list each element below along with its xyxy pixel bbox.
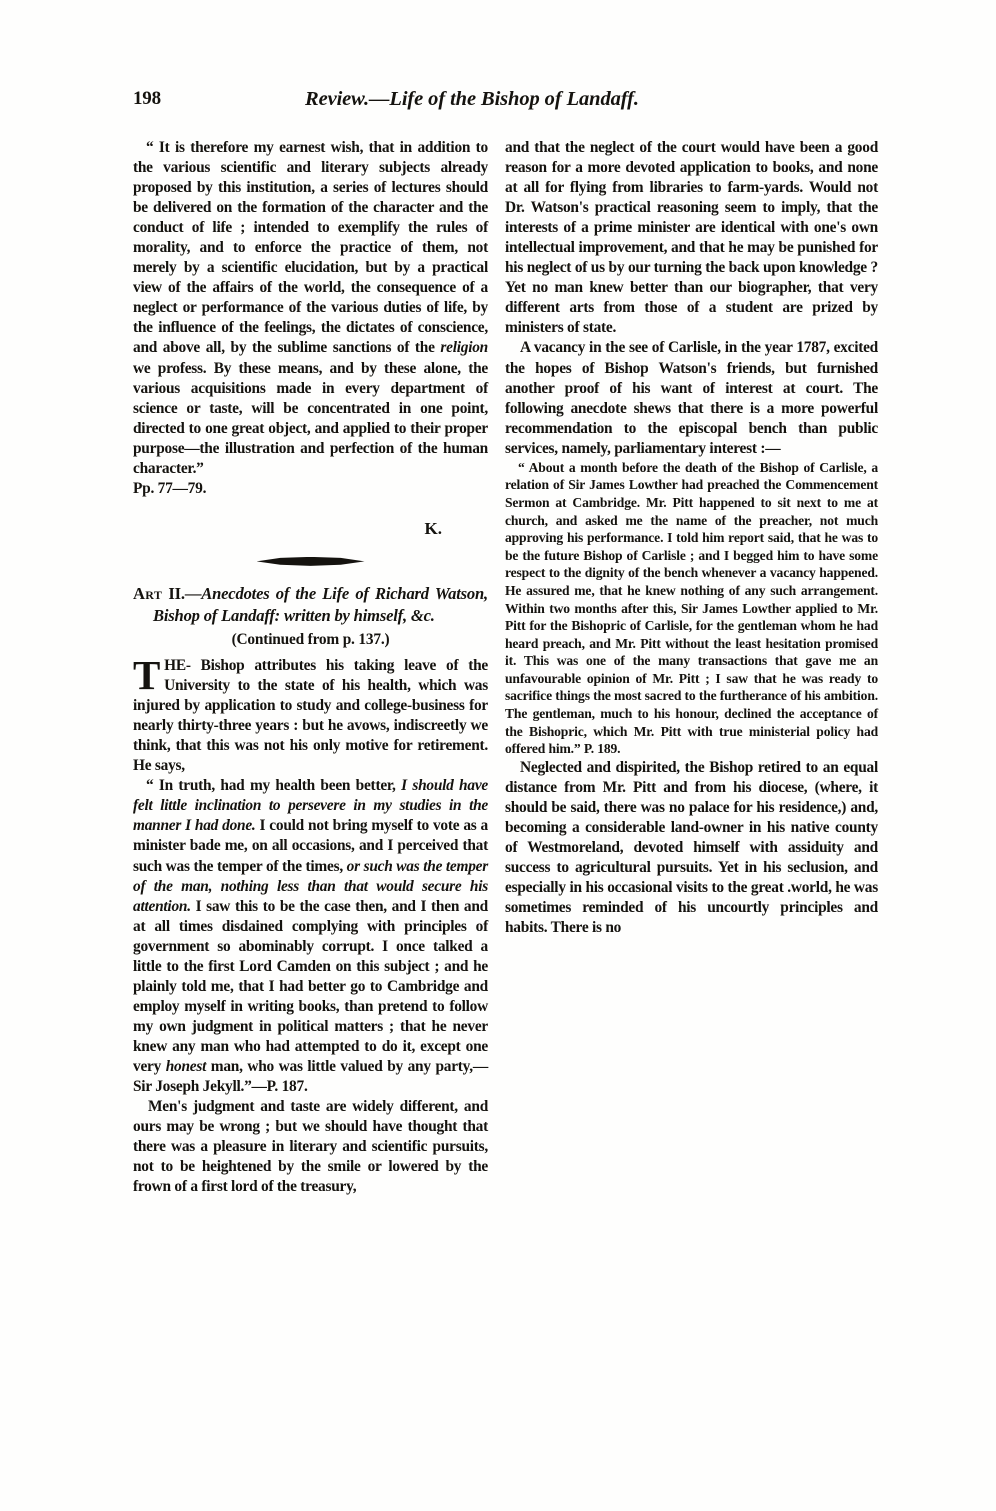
page-reference: Pp. 77—79. [133,479,207,497]
article-number: II.— [168,583,202,603]
right-closing-paragraph: Neglected and dispirited, the Bishop retired to an equal distance from Mr. Pitt and from his diocese, (where, it should be said, there was no palace for his residence,) and, becoming a considerable land-owner in his native county of Westmoreland, devoted himself with assiduity and success to agricultural pursuits. Yet in his seclusion, and especially in his occasional visits to the great .world, he was sometimes reminded of his uncourtly principles and habits. There is no [505,758,878,937]
article-title: Anecdotes of the Life of Richard Watson, Bishop of Landaff: written by himself, &c. [153,583,488,626]
vacancy-paragraph: A vacancy in the see of Carlisle, in the year 1787, excited the hopes of Bishop Watson's friends, but furnished another proof of his want of interest at court. The following anecdote shews that there is a more powerful recommendation to the episcopal bench than public services, namely, parliamentary interest :— [505,339,878,457]
watson-quote-part-1: “ In truth, had my health been better, [146,777,402,795]
article-heading [133,583,488,628]
opening-quote-italic-religion: religion [440,339,488,357]
watson-quote-part-3: I saw this to be the case then, and I then and at all times disdained complying with principles of government so abominably corrupt. I once talked a little to the first Lord Camden on this subject ; and he plainly told me, that I had better go to Cambridge and employ myself in writing books, than pretend to follow my own judgment in political matters ; that he never knew any man who had attempted to do it, except one very [133,897,488,1075]
diamond-lens-ornament-icon [257,557,365,566]
continued-from-note: (Continued from p. 137.) [231,631,390,649]
watson-quote-italic-2: or such was the temper of the man, nothing less than that would secure his attention. [133,857,488,915]
running-head [133,88,878,114]
opening-quote-part-1: “ It is therefore my earnest wish, that in addition to the various scientific and literary subjects already proposed by this institution, a series of lectures should be delivered on the formation of the character and the conduct of life ; intended to exemplify the rules of morality, and to enforce the practice of them, not merely by a scientific elucidation, but by a practical view of the affairs of the world, the consequence of a neglect or performance of the various duties of life, by the influence of the feelings, the dictates of conscience, and above all, by the sublime sanctions of the [133,139,488,357]
watson-quotation-paragraph [133,776,488,1097]
watson-quote-part-2: I could not bring myself to vote as a minister bade me, on all occasions, and I perceived that such was the temper of the times, [133,817,488,875]
article-label: Art [133,583,163,603]
intro-paragraph: THE- Bishop attributes his taking leave of the University to the state of his health, which was injured by application to study and college-business for nearly thirty-three years : but he avows, indiscreetly we think, that this was not his only motive for retirement. He says, [133,652,488,775]
page-folio-number: 198 [133,88,161,109]
right-column [505,138,878,938]
left-column [133,138,488,1197]
running-head-title: Review.—Life of the Bishop of Landaff. [305,88,639,110]
opening-quote-part-2: we profess. By these means, and by these alone, the various acquisitions made in every department of science or taste, will be concentrated in one point, directed to one great object, and applied to their proper purpose—the illustration and perfection of the human character.” [133,359,488,477]
watson-quote-part-4: man, who was little valued by any party,—Sir Joseph Jekyll.”—P. 187. [133,1057,488,1096]
anecdote-quotation-paragraph: “ About a month before the death of the Bishop of Carlisle, a relation of Sir James Lowther had preached the Commencement Sermon at Cambridge. Mr. Pitt happened to sit next to me at church, and asked me the name of the preacher, not much approving his performance. I told him report said, that he was to be the future Bishop of Carlisle ; and I begged him to have some respect to the dignity of the bench whenever a vacancy happened. He assured me, that he knew nothing of any such arrangement. Within two months after this, Sir James Lowther applied to Mr. Pitt for the Bishopric of Carlisle, for the gentleman whom he had heard preach, and Mr. Pitt without the least hesitation promised it. This was one of the many transactions that gave me an unfavourable opinion of Mr. Pitt ; I saw that he was ready to sacrifice things the most sacred to the furtherance of his ambition. The gentleman, much to his honour, declined the acceptance of the Bishopric, which Mr. Pitt with true ministerial policy had offered him.” P. 189. [505,459,878,757]
watson-quote-italic-1: I should have felt little inclination to persevere in my studies in the manner I had done. [133,777,488,835]
watson-quote-italic-3: honest [165,1057,207,1075]
section-divider-ornament [133,549,488,571]
article-signature: K. [424,518,442,538]
opening-quotation-paragraph [133,138,488,479]
left-closing-paragraph: Men's judgment and taste are widely different, and ours may be wrong ; but we should have thought that there was a pleasure in literary and scientific pursuits, not to be heightened by the smile or lowered by the frown of a first lord of the treasury, [133,1098,488,1196]
continuation-paragraph: and that the neglect of the court would have been a good reason for a more devoted application to books, and none at all for flying from libraries to farm-yards. Would not Dr. Watson's practical reasoning seem to imply, that the interests of a prime minister are identical with one's own intellectual improvement, and that he may be punished for his neglect of us by our turning the back upon knowledge ? Yet no man knew better than our biographer, that very different arts from those of a student are prized by ministers of state. [505,139,878,337]
